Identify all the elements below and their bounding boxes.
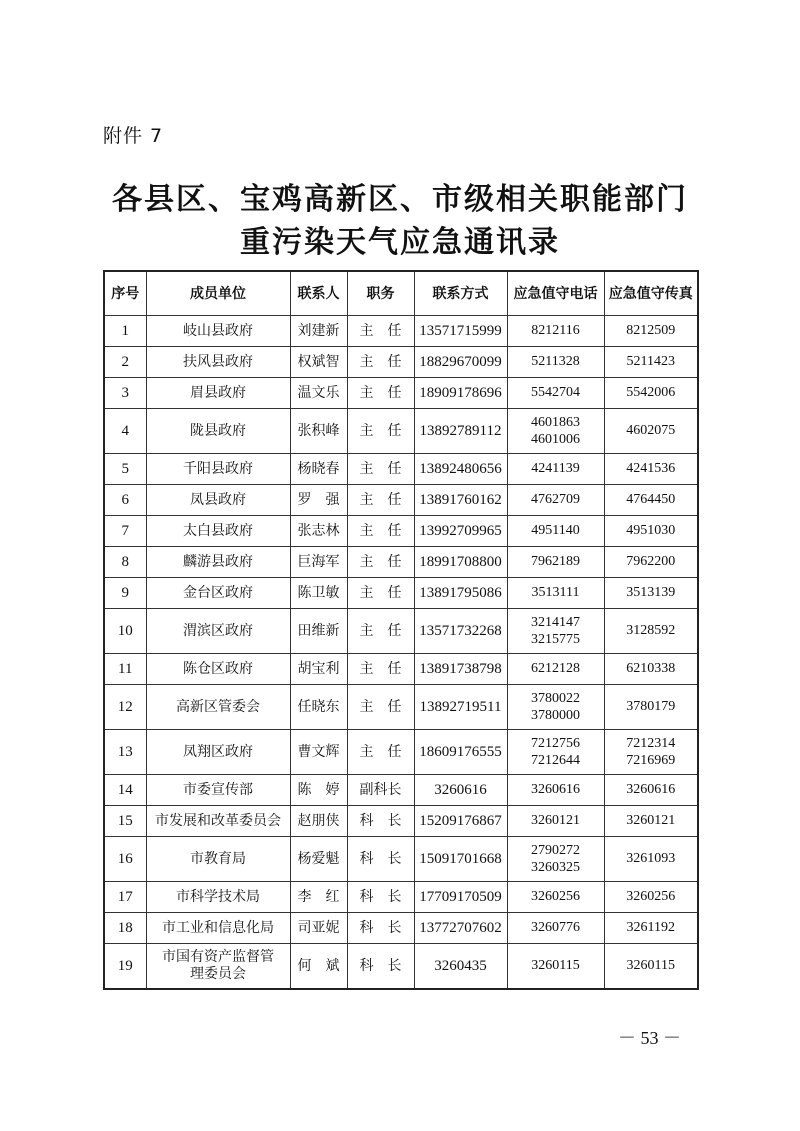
cell-duty-tel-line: 3260115 bbox=[531, 957, 580, 973]
contact-table bbox=[103, 270, 699, 990]
cell-unit bbox=[146, 775, 290, 806]
cell-phone: 13891738798 bbox=[414, 654, 507, 685]
cell-phone: 13892719511 bbox=[414, 685, 507, 730]
table-row bbox=[104, 516, 698, 547]
cell-unit bbox=[146, 378, 290, 409]
cell-phone: 17709170509 bbox=[414, 882, 507, 913]
cell-duty-fax-line: 3260115 bbox=[626, 957, 675, 973]
cell-contact: 刘建新 bbox=[290, 316, 347, 347]
cell-duty-tel-line: 3513111 bbox=[531, 585, 580, 600]
table-row bbox=[104, 316, 698, 347]
cell-unit-line: 太白县政府 bbox=[183, 523, 253, 539]
cell-phone: 13772707602 bbox=[414, 913, 507, 944]
cell-duty-tel bbox=[507, 347, 604, 378]
table-row bbox=[104, 944, 698, 989]
cell-duty-fax bbox=[604, 609, 698, 654]
cell-duty-fax bbox=[604, 316, 698, 347]
cell-duty-fax bbox=[604, 882, 698, 913]
cell-unit-line: 凤县政府 bbox=[190, 492, 246, 508]
table-row bbox=[104, 882, 698, 913]
cell-contact: 张志林 bbox=[290, 516, 347, 547]
cell-contact: 何 斌 bbox=[290, 944, 347, 989]
cell-unit-line: 眉县政府 bbox=[190, 385, 246, 401]
cell-no: 19 bbox=[104, 944, 146, 989]
cell-duty-tel-line: 3260776 bbox=[531, 920, 580, 935]
cell-contact: 司亚妮 bbox=[290, 913, 347, 944]
table-row bbox=[104, 806, 698, 837]
cell-duty-tel-line: 2790272 bbox=[531, 843, 580, 858]
header-duty-tel: 应急值守电话 bbox=[507, 271, 604, 316]
cell-phone: 15209176867 bbox=[414, 806, 507, 837]
table-row bbox=[104, 378, 698, 409]
cell-duty-fax bbox=[604, 806, 698, 837]
cell-duty-tel bbox=[507, 609, 604, 654]
cell-phone: 3260435 bbox=[414, 944, 507, 989]
page-number: － 53 － bbox=[618, 1028, 681, 1048]
cell-duty-tel-line: 4951140 bbox=[531, 523, 580, 538]
cell-unit bbox=[146, 944, 290, 989]
cell-duty-fax-line: 8212509 bbox=[626, 323, 676, 338]
header-contact: 联系人 bbox=[290, 271, 347, 316]
cell-phone: 13891795086 bbox=[414, 578, 507, 609]
cell-post: 主 任 bbox=[347, 654, 414, 685]
cell-duty-tel bbox=[507, 913, 604, 944]
cell-unit-line: 麟游县政府 bbox=[183, 554, 253, 570]
cell-duty-fax bbox=[604, 837, 698, 882]
cell-duty-tel-line: 4601863 bbox=[531, 415, 580, 430]
cell-phone: 15091701668 bbox=[414, 837, 507, 882]
cell-unit-line: 市国有资产监督管 bbox=[162, 948, 274, 965]
cell-duty-tel bbox=[507, 654, 604, 685]
cell-post: 副科长 bbox=[347, 775, 414, 806]
cell-unit bbox=[146, 730, 290, 775]
cell-unit-line: 市工业和信息化局 bbox=[162, 920, 274, 936]
cell-duty-tel-line: 3260121 bbox=[531, 813, 580, 828]
cell-post: 主 任 bbox=[347, 347, 414, 378]
cell-unit-line: 岐山县政府 bbox=[183, 323, 253, 339]
cell-post: 科 长 bbox=[347, 806, 414, 837]
cell-phone: 13891760162 bbox=[414, 485, 507, 516]
cell-duty-fax bbox=[604, 516, 698, 547]
cell-duty-fax-line: 5542006 bbox=[626, 385, 676, 400]
cell-phone: 18609176555 bbox=[414, 730, 507, 775]
cell-duty-fax-line: 3261093 bbox=[626, 851, 676, 866]
cell-duty-fax-line: 7962200 bbox=[626, 554, 676, 569]
cell-duty-tel-line: 4241139 bbox=[531, 461, 580, 476]
table-row bbox=[104, 609, 698, 654]
cell-contact: 温文乐 bbox=[290, 378, 347, 409]
cell-unit-line: 市科学技术局 bbox=[176, 889, 260, 905]
cell-no: 18 bbox=[104, 913, 146, 944]
cell-unit-line: 渭滨区政府 bbox=[183, 623, 253, 639]
cell-post: 主 任 bbox=[347, 578, 414, 609]
cell-duty-tel-line: 8212116 bbox=[531, 323, 580, 338]
page-title-line1: 各县区、宝鸡高新区、市级相关职能部门 bbox=[112, 182, 688, 217]
cell-contact: 赵朋侠 bbox=[290, 806, 347, 837]
cell-duty-tel bbox=[507, 378, 604, 409]
cell-contact: 杨爱魁 bbox=[290, 837, 347, 882]
cell-phone: 18909178696 bbox=[414, 378, 507, 409]
cell-duty-fax-line: 4602075 bbox=[626, 423, 676, 438]
cell-duty-fax-line: 3128592 bbox=[626, 623, 676, 638]
table-row bbox=[104, 775, 698, 806]
cell-duty-tel-line: 3260325 bbox=[531, 860, 580, 875]
header-post: 职务 bbox=[347, 271, 414, 316]
cell-unit bbox=[146, 454, 290, 485]
cell-no: 4 bbox=[104, 409, 146, 454]
cell-duty-fax-line: 3261192 bbox=[626, 920, 675, 935]
cell-phone: 13992709965 bbox=[414, 516, 507, 547]
cell-unit bbox=[146, 882, 290, 913]
cell-duty-tel bbox=[507, 806, 604, 837]
cell-duty-fax-line: 7212314 bbox=[626, 736, 676, 751]
cell-duty-fax-line: 3260616 bbox=[626, 782, 676, 797]
cell-duty-tel bbox=[507, 837, 604, 882]
cell-no: 11 bbox=[104, 654, 146, 685]
cell-unit-line: 扶风县政府 bbox=[183, 354, 253, 370]
cell-contact: 巨海军 bbox=[290, 547, 347, 578]
cell-phone: 18991708800 bbox=[414, 547, 507, 578]
cell-duty-tel bbox=[507, 485, 604, 516]
cell-duty-fax bbox=[604, 378, 698, 409]
cell-phone: 13892789112 bbox=[414, 409, 507, 454]
cell-duty-fax bbox=[604, 547, 698, 578]
page-title-line2: 重污染天气应急通讯录 bbox=[240, 225, 560, 260]
cell-contact: 权斌智 bbox=[290, 347, 347, 378]
cell-duty-tel-line: 3214147 bbox=[531, 615, 580, 630]
cell-duty-tel-line: 5211328 bbox=[531, 354, 580, 369]
cell-no: 9 bbox=[104, 578, 146, 609]
cell-unit bbox=[146, 547, 290, 578]
cell-unit-line: 市发展和改革委员会 bbox=[155, 813, 281, 829]
cell-duty-tel bbox=[507, 775, 604, 806]
table-row bbox=[104, 547, 698, 578]
cell-contact: 曹文辉 bbox=[290, 730, 347, 775]
cell-duty-fax-line: 4764450 bbox=[626, 492, 676, 507]
cell-duty-tel bbox=[507, 882, 604, 913]
cell-no: 15 bbox=[104, 806, 146, 837]
table-row bbox=[104, 409, 698, 454]
cell-post: 主 任 bbox=[347, 685, 414, 730]
cell-post: 主 任 bbox=[347, 485, 414, 516]
cell-unit-line: 高新区管委会 bbox=[176, 699, 260, 715]
cell-duty-fax bbox=[604, 485, 698, 516]
cell-duty-fax bbox=[604, 409, 698, 454]
cell-duty-tel-line: 3780000 bbox=[531, 708, 580, 723]
cell-post: 科 长 bbox=[347, 882, 414, 913]
cell-contact: 陈卫敏 bbox=[290, 578, 347, 609]
cell-unit-line: 市委宣传部 bbox=[183, 782, 253, 798]
cell-duty-fax bbox=[604, 775, 698, 806]
cell-phone: 13571715999 bbox=[414, 316, 507, 347]
table-row bbox=[104, 685, 698, 730]
cell-duty-fax bbox=[604, 944, 698, 989]
table-row bbox=[104, 485, 698, 516]
cell-duty-fax-line: 7216969 bbox=[626, 753, 676, 768]
cell-duty-tel bbox=[507, 316, 604, 347]
cell-duty-tel-line: 5542704 bbox=[531, 385, 580, 400]
cell-no: 3 bbox=[104, 378, 146, 409]
cell-no: 5 bbox=[104, 454, 146, 485]
table-row bbox=[104, 578, 698, 609]
cell-duty-fax-line: 3780179 bbox=[626, 699, 676, 714]
cell-post: 科 长 bbox=[347, 944, 414, 989]
cell-duty-tel-line: 4762709 bbox=[531, 492, 580, 507]
cell-duty-tel bbox=[507, 578, 604, 609]
cell-no: 14 bbox=[104, 775, 146, 806]
table-row bbox=[104, 347, 698, 378]
cell-duty-fax-line: 3513139 bbox=[626, 585, 676, 600]
cell-duty-fax bbox=[604, 654, 698, 685]
cell-no: 8 bbox=[104, 547, 146, 578]
cell-post: 主 任 bbox=[347, 454, 414, 485]
table-row bbox=[104, 654, 698, 685]
cell-duty-fax bbox=[604, 685, 698, 730]
cell-duty-fax-line: 3260256 bbox=[626, 889, 676, 904]
cell-duty-fax bbox=[604, 578, 698, 609]
cell-contact: 胡宝利 bbox=[290, 654, 347, 685]
cell-contact: 张积峰 bbox=[290, 409, 347, 454]
cell-unit bbox=[146, 316, 290, 347]
cell-post: 主 任 bbox=[347, 730, 414, 775]
cell-duty-tel bbox=[507, 685, 604, 730]
cell-no: 12 bbox=[104, 685, 146, 730]
table-header-row bbox=[104, 271, 698, 316]
cell-duty-tel-line: 7212644 bbox=[531, 753, 580, 768]
cell-contact: 罗 强 bbox=[290, 485, 347, 516]
cell-unit bbox=[146, 609, 290, 654]
cell-duty-tel-line: 3260256 bbox=[531, 889, 580, 904]
cell-duty-fax-line: 4241536 bbox=[626, 461, 676, 476]
cell-duty-fax bbox=[604, 913, 698, 944]
cell-duty-tel-line: 6212128 bbox=[531, 661, 580, 676]
cell-unit bbox=[146, 347, 290, 378]
cell-unit bbox=[146, 685, 290, 730]
cell-no: 1 bbox=[104, 316, 146, 347]
cell-unit bbox=[146, 409, 290, 454]
cell-duty-tel-line: 4601006 bbox=[531, 432, 580, 447]
cell-duty-tel-line: 3780022 bbox=[531, 691, 580, 706]
cell-unit-line: 陇县政府 bbox=[190, 423, 246, 439]
cell-phone: 13892480656 bbox=[414, 454, 507, 485]
cell-no: 6 bbox=[104, 485, 146, 516]
cell-unit bbox=[146, 806, 290, 837]
cell-unit-line: 千阳县政府 bbox=[183, 461, 253, 477]
cell-unit-line: 理委员会 bbox=[190, 965, 246, 982]
header-no: 序号 bbox=[104, 271, 146, 316]
cell-no: 13 bbox=[104, 730, 146, 775]
cell-post: 主 任 bbox=[347, 378, 414, 409]
cell-duty-fax bbox=[604, 347, 698, 378]
cell-duty-fax-line: 5211423 bbox=[626, 354, 675, 369]
cell-unit bbox=[146, 837, 290, 882]
cell-duty-tel-line: 7212756 bbox=[531, 736, 580, 751]
cell-no: 16 bbox=[104, 837, 146, 882]
cell-contact: 任晓东 bbox=[290, 685, 347, 730]
cell-unit-line: 金台区政府 bbox=[183, 585, 253, 601]
cell-no: 7 bbox=[104, 516, 146, 547]
cell-no: 2 bbox=[104, 347, 146, 378]
cell-contact: 陈 婷 bbox=[290, 775, 347, 806]
cell-unit bbox=[146, 913, 290, 944]
cell-contact: 杨晓春 bbox=[290, 454, 347, 485]
cell-no: 17 bbox=[104, 882, 146, 913]
cell-duty-fax-line: 4951030 bbox=[626, 523, 676, 538]
table-row bbox=[104, 730, 698, 775]
cell-unit bbox=[146, 485, 290, 516]
table-row bbox=[104, 837, 698, 882]
cell-duty-tel-line: 3260616 bbox=[531, 782, 580, 797]
cell-duty-tel bbox=[507, 547, 604, 578]
cell-duty-tel bbox=[507, 454, 604, 485]
header-phone: 联系方式 bbox=[414, 271, 507, 316]
cell-duty-tel bbox=[507, 944, 604, 989]
cell-duty-fax bbox=[604, 730, 698, 775]
table-row bbox=[104, 454, 698, 485]
cell-duty-fax-line: 6210338 bbox=[626, 661, 676, 676]
cell-post: 主 任 bbox=[347, 316, 414, 347]
cell-unit-line: 市教育局 bbox=[190, 851, 246, 867]
cell-phone: 3260616 bbox=[414, 775, 507, 806]
cell-phone: 18829670099 bbox=[414, 347, 507, 378]
cell-post: 主 任 bbox=[347, 409, 414, 454]
cell-duty-tel bbox=[507, 409, 604, 454]
cell-duty-tel bbox=[507, 730, 604, 775]
cell-post: 主 任 bbox=[347, 547, 414, 578]
annex-label: 附件 7 bbox=[103, 125, 164, 147]
cell-no: 10 bbox=[104, 609, 146, 654]
cell-phone: 13571732268 bbox=[414, 609, 507, 654]
cell-post: 科 长 bbox=[347, 913, 414, 944]
cell-post: 主 任 bbox=[347, 609, 414, 654]
cell-unit-line: 陈仓区政府 bbox=[183, 661, 253, 677]
table-row bbox=[104, 913, 698, 944]
header-duty-fax: 应急值守传真 bbox=[604, 271, 698, 316]
cell-duty-tel bbox=[507, 516, 604, 547]
header-unit: 成员单位 bbox=[146, 271, 290, 316]
cell-unit bbox=[146, 578, 290, 609]
cell-unit bbox=[146, 654, 290, 685]
cell-duty-tel-line: 7962189 bbox=[531, 554, 580, 569]
cell-duty-fax-line: 3260121 bbox=[626, 813, 676, 828]
cell-duty-tel-line: 3215775 bbox=[531, 632, 580, 647]
cell-duty-fax bbox=[604, 454, 698, 485]
cell-post: 主 任 bbox=[347, 516, 414, 547]
cell-contact: 田维新 bbox=[290, 609, 347, 654]
cell-unit-line: 凤翔区政府 bbox=[183, 744, 253, 760]
cell-post: 科 长 bbox=[347, 837, 414, 882]
cell-contact: 李 红 bbox=[290, 882, 347, 913]
cell-unit bbox=[146, 516, 290, 547]
